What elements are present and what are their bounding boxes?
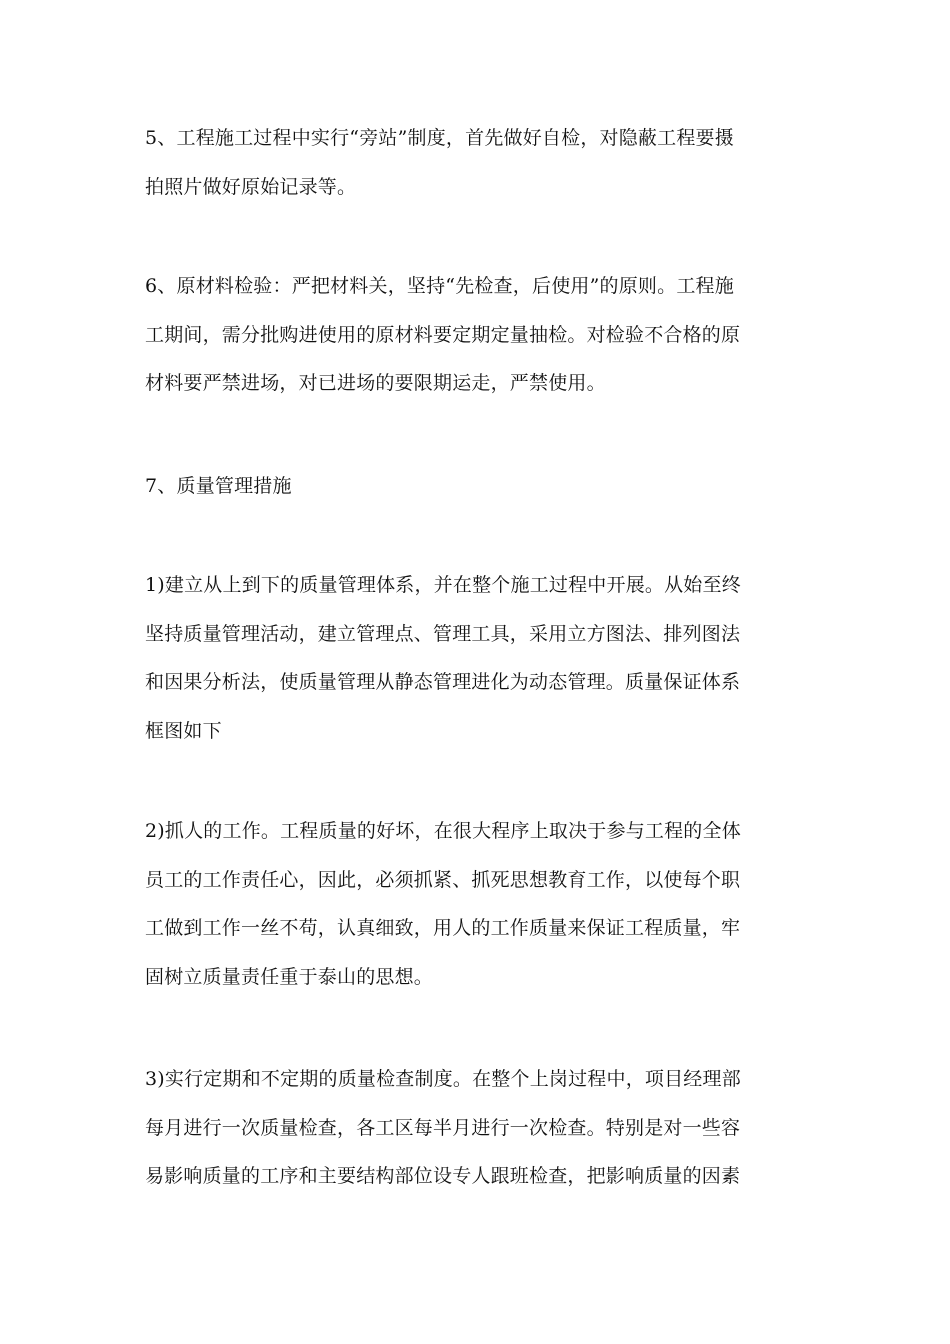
text-line: 易影响质量的工序和主要结构部位设专人跟班检查，把影响质量的因素: [145, 1165, 741, 1188]
section-heading-7: [145, 462, 810, 511]
paragraph-subitem-2: [145, 807, 810, 1002]
text-line: 5、工程施工过程中实行“旁站”制度，首先做好自检，对隐蔽工程要摄: [145, 127, 734, 149]
text-line: 6、原材料检验：严把材料关，坚持“先检查，后使用”的原则。工程施: [145, 275, 734, 297]
text-line: 每月进行一次质量检查，各工区每半月进行一次检查。特别是对一些容: [145, 1116, 741, 1139]
text-line: 拍照片做好原始记录等。: [145, 175, 357, 198]
text-line: 1)建立从上到下的质量管理体系，并在整个施工过程中开展。从始至终: [145, 574, 741, 596]
text-line: 工做到工作一丝不苟，认真细致，用人的工作质量来保证工程质量，牢: [145, 917, 741, 940]
text-line: 固树立质量责任重于泰山的思想。: [145, 966, 434, 989]
text-line: 员工的工作责任心，因此，必须抓紧、抓死思想教育工作，以使每个职: [145, 868, 741, 891]
text-line: 框图如下: [145, 720, 222, 743]
paragraph-subitem-3: [145, 1055, 810, 1201]
text-line: 工期间，需分批购进使用的原材料要定期定量抽检。对检验不合格的原: [145, 323, 741, 346]
text-line: 2)抓人的工作。工程质量的好坏，在很大程序上取决于参与工程的全体: [145, 820, 741, 842]
heading-line: 7、质量管理措施: [145, 475, 292, 497]
paragraph-item-5: [145, 114, 810, 211]
paragraph-item-6: [145, 262, 810, 408]
text-line: 坚持质量管理活动，建立管理点、管理工具，采用立方图法、排列图法: [145, 622, 741, 645]
text-line: 材料要严禁进场，对已进场的要限期运走，严禁使用。: [145, 372, 606, 395]
paragraph-subitem-1: [145, 561, 810, 756]
text-line: 和因果分析法，使质量管理从静态管理进化为动态管理。质量保证体系: [145, 671, 741, 694]
text-line: 3)实行定期和不定期的质量检查制度。在整个上岗过程中，项目经理部: [145, 1068, 741, 1090]
